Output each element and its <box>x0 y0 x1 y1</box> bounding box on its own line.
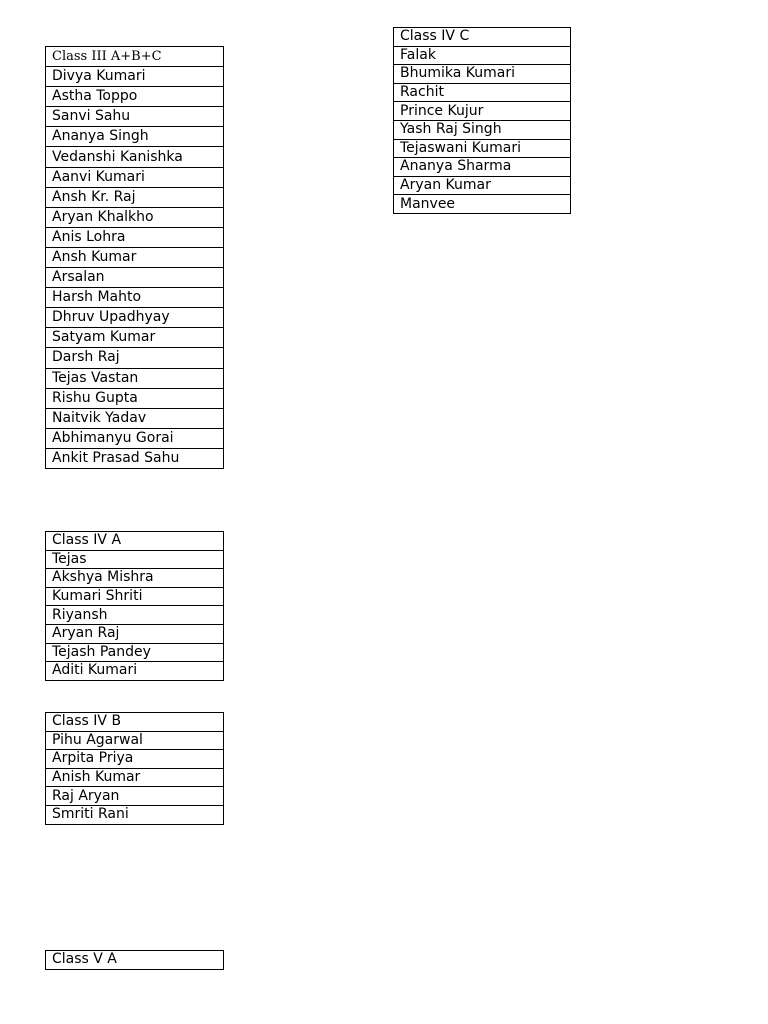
table-row <box>46 569 224 588</box>
student-name: Rishu Gupta <box>46 388 224 408</box>
table-row <box>46 768 224 787</box>
student-name: Akshya Mishra <box>46 569 224 588</box>
student-name: Aryan Raj <box>46 624 224 643</box>
student-name: Riyansh <box>46 606 224 625</box>
student-name: Anis Lohra <box>46 227 224 247</box>
student-name: Yash Raj Singh <box>394 120 571 139</box>
table-row <box>46 731 224 750</box>
table-row <box>46 428 224 448</box>
table-row <box>46 147 224 167</box>
class-4b-header: Class IV B <box>46 713 224 732</box>
student-name: Ansh Kr. Raj <box>46 187 224 207</box>
student-name: Satyam Kumar <box>46 328 224 348</box>
table-row <box>394 120 571 139</box>
table-row <box>46 207 224 227</box>
student-name: Pihu Agarwal <box>46 731 224 750</box>
table-row <box>46 550 224 569</box>
table-row <box>46 67 224 87</box>
class-4a-header: Class IV A <box>46 532 224 551</box>
table-row <box>46 587 224 606</box>
student-name: Ananya Sharma <box>394 158 571 177</box>
class-5a-header: Class V A <box>46 951 224 970</box>
student-name: Kumari Shriti <box>46 587 224 606</box>
class-4c-header: Class IV C <box>394 28 571 47</box>
student-name: Harsh Mahto <box>46 288 224 308</box>
student-name: Arpita Priya <box>46 750 224 769</box>
table-header-row <box>46 47 224 67</box>
student-name: Darsh Raj <box>46 348 224 368</box>
table-row <box>46 328 224 348</box>
class-3-header: Class III A+B+C <box>46 47 224 67</box>
table-row <box>46 187 224 207</box>
student-name: Aditi Kumari <box>46 662 224 681</box>
table-row <box>46 448 224 468</box>
table-row <box>394 195 571 214</box>
table-row <box>394 158 571 177</box>
class-4c-table <box>393 27 571 214</box>
table-row <box>46 787 224 806</box>
table-row <box>394 83 571 102</box>
student-name: Dhruv Upadhyay <box>46 308 224 328</box>
student-name: Rachit <box>394 83 571 102</box>
student-name: Naitvik Yadav <box>46 408 224 428</box>
table-row <box>394 139 571 158</box>
table-row <box>46 308 224 328</box>
student-name: Prince Kujur <box>394 102 571 121</box>
table-row <box>46 167 224 187</box>
table-row <box>46 750 224 769</box>
student-name: Sanvi Sahu <box>46 107 224 127</box>
student-name: Tejash Pandey <box>46 643 224 662</box>
student-name: Aanvi Kumari <box>46 167 224 187</box>
student-name: Tejas <box>46 550 224 569</box>
student-name: Ansh Kumar <box>46 247 224 267</box>
student-name: Falak <box>394 46 571 65</box>
student-name: Raj Aryan <box>46 787 224 806</box>
table-row <box>46 408 224 428</box>
table-row <box>46 662 224 681</box>
table-row <box>46 805 224 824</box>
student-name: Abhimanyu Gorai <box>46 428 224 448</box>
table-row <box>46 388 224 408</box>
table-row <box>46 288 224 308</box>
table-header-row <box>46 532 224 551</box>
student-name: Manvee <box>394 195 571 214</box>
class-5a-table <box>45 950 224 970</box>
table-row <box>46 606 224 625</box>
table-row <box>46 348 224 368</box>
class-4a-table <box>45 531 224 681</box>
table-row <box>46 368 224 388</box>
table-row <box>46 107 224 127</box>
table-row <box>46 127 224 147</box>
table-row <box>46 268 224 288</box>
student-name: Tejas Vastan <box>46 368 224 388</box>
table-row <box>46 87 224 107</box>
student-name: Divya Kumari <box>46 67 224 87</box>
student-name: Aryan Kumar <box>394 176 571 195</box>
table-row <box>394 46 571 65</box>
table-row <box>394 65 571 84</box>
student-name: Arsalan <box>46 268 224 288</box>
class-3-table <box>45 46 224 469</box>
student-name: Ananya Singh <box>46 127 224 147</box>
table-row <box>46 643 224 662</box>
table-row <box>394 102 571 121</box>
table-header-row <box>46 713 224 732</box>
student-name: Anish Kumar <box>46 768 224 787</box>
class-4b-table <box>45 712 224 825</box>
student-name: Vedanshi Kanishka <box>46 147 224 167</box>
table-row <box>46 247 224 267</box>
table-header-row <box>46 951 224 970</box>
table-row <box>46 624 224 643</box>
table-row <box>46 227 224 247</box>
student-name: Tejaswani Kumari <box>394 139 571 158</box>
student-name: Smriti Rani <box>46 805 224 824</box>
table-header-row <box>394 28 571 47</box>
table-row <box>394 176 571 195</box>
student-name: Aryan Khalkho <box>46 207 224 227</box>
student-name: Ankit Prasad Sahu <box>46 448 224 468</box>
student-name: Bhumika Kumari <box>394 65 571 84</box>
student-name: Astha Toppo <box>46 87 224 107</box>
